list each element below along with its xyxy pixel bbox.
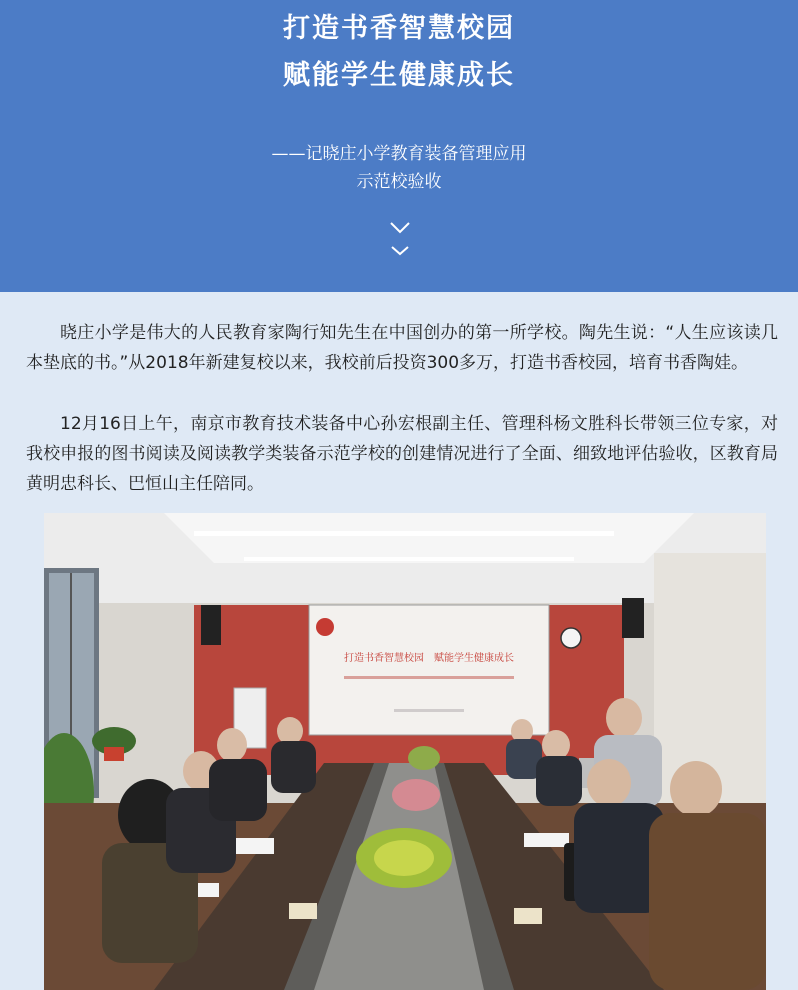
title-line-1: 打造书香智慧校园	[283, 13, 515, 44]
screen-title: 打造书香智慧校园 赋能学生健康成长	[344, 653, 514, 664]
title-line-2: 赋能学生健康成长	[283, 60, 515, 91]
article-body	[0, 292, 798, 990]
double-chevron-down-icon	[389, 219, 411, 263]
header-banner	[0, 0, 798, 292]
subtitle-line-1: ——记晓庄小学教育装备管理应用	[271, 144, 527, 164]
article-paragraph-2: 12月16日上午，南京市教育技术装备中心孙宏根副主任、管理科杨文胜科长带领三位专家，对我校申报的图书阅读及阅读教学类装备示范学校的创建情况进行了全面、细致地评估验收，区教育局黄明忠科长、巴恒山主任陪同。	[26, 414, 778, 494]
meeting-photo	[44, 513, 766, 990]
meeting-photo-illustration	[44, 513, 766, 990]
subtitle-line-2: 示范校验收	[356, 172, 442, 192]
article-paragraph-1: 晓庄小学是伟大的人民教育家陶行知先生在中国创办的第一所学校。陶先生说：“人生应该读几本垫底的书。”从2018年新建复校以来，我校前后投资300多万，打造书香校园，培育书香陶娃。	[26, 323, 778, 373]
